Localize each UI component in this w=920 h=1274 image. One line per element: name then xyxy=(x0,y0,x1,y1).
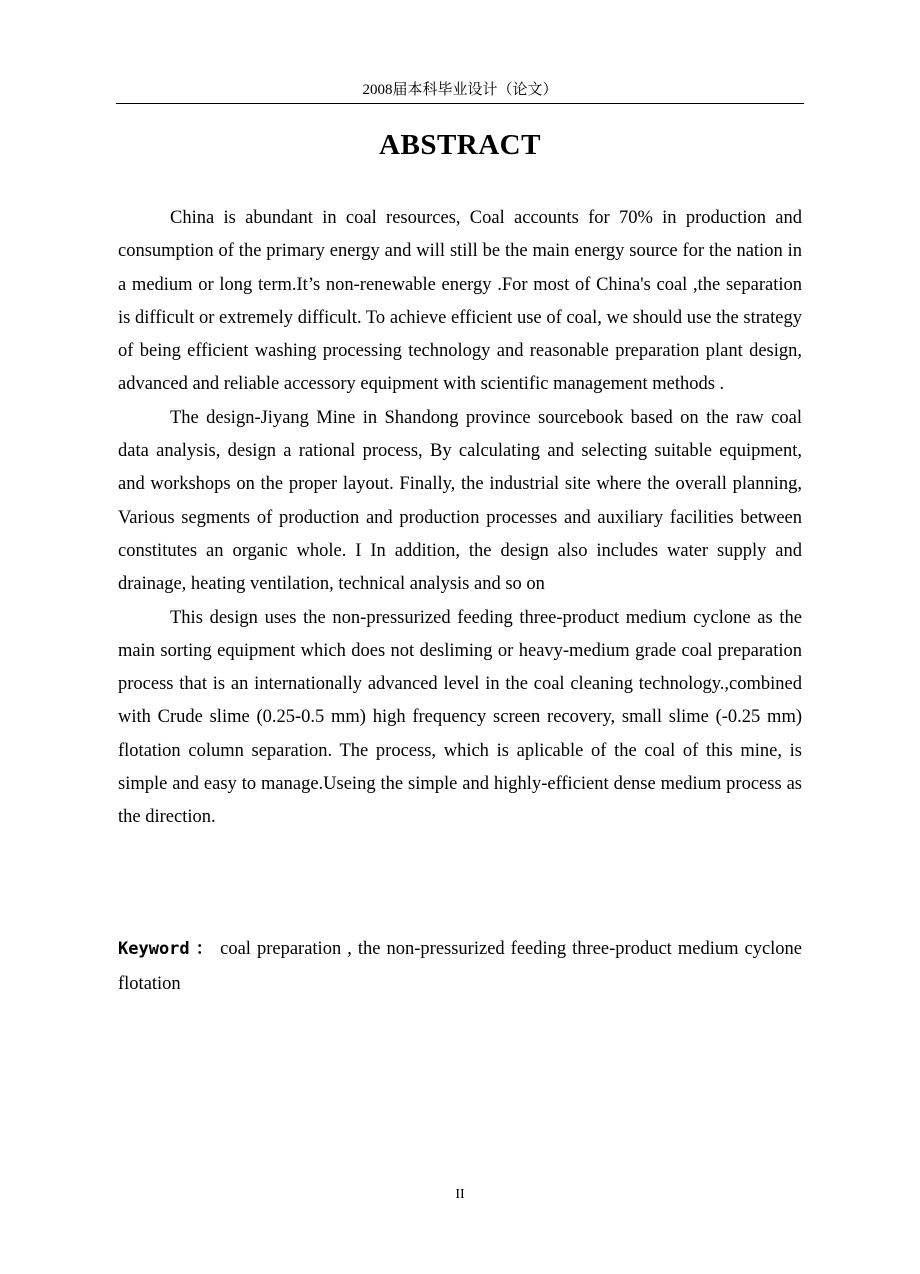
abstract-paragraph-3: This design uses the non-pressurized feeding three-product medium cyclone as the main sorting equipment which does not desliming or heavy-medium grade coal preparation process that is an internationally advanced level in the coal cleaning technology.,combined with Crude slime (0.25-0.5 mm) high frequency screen recovery, small slime (-0.25 mm) flotation column separation. The process, which is aplicable of the coal of this mine, is simple and easy to manage.Useing the simple and highly-efficient dense medium process as the direction. xyxy=(118,607,802,828)
abstract-paragraph-1: China is abundant in coal resources, Coal accounts for 70% in production and consumption of the primary energy and will still be the main energy source for the nation in a medium or long term.It’s non-renewable energy .For most of China's coal ,the separation is difficult or extremely difficult. To achieve efficient use of coal, we should use the strategy of being efficient washing processing technology and reasonable preparation plant design, advanced and reliable accessory equipment with scientific management methods . xyxy=(118,208,802,395)
abstract-title: ABSTRACT xyxy=(379,129,541,161)
page-number: II xyxy=(455,1187,465,1202)
keywords-label: Keyword xyxy=(118,939,190,959)
header-divider xyxy=(116,103,804,104)
keywords-line xyxy=(118,932,821,1002)
abstract-body xyxy=(118,202,802,835)
keywords-text: coal preparation , the non-pressurized feeding three-product medium cyclone flotation xyxy=(118,939,821,994)
running-header: 2008届本科毕业设计（论文） xyxy=(362,82,558,98)
abstract-paragraph-2: The design-Jiyang Mine in Shandong province sourcebook based on the raw coal data analysis, design a rational process, By calculating and selecting suitable equipment, and workshops on the proper layout. Finally, the industrial site where the overall planning, Various segments of production and production processes and auxiliary facilities between constitutes an organic whole. I In addition, the design also includes water supply and drainage, heating ventilation, technical analysis and so on xyxy=(118,407,802,595)
keywords-separator: ： xyxy=(195,939,215,959)
